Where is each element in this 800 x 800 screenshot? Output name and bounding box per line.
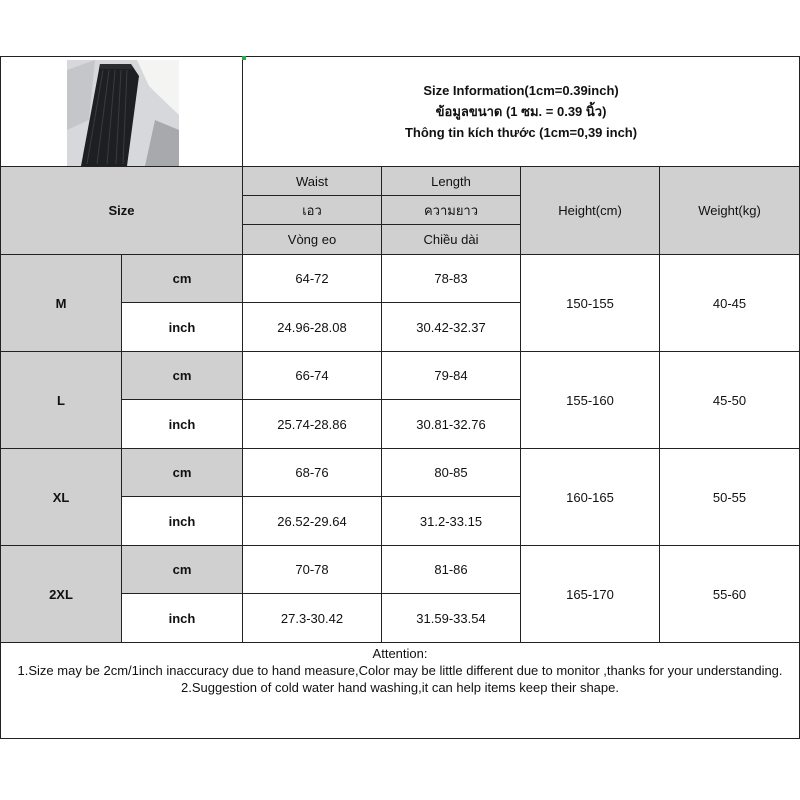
weight-value: 45-50 bbox=[660, 352, 800, 449]
product-photo-cell bbox=[1, 57, 243, 167]
weight-value: 55-60 bbox=[660, 546, 800, 643]
attention-heading: Attention: bbox=[372, 646, 428, 661]
waist-cm: 66-74 bbox=[243, 352, 382, 400]
waist-inch: 24.96-28.08 bbox=[243, 303, 382, 352]
waist-cm: 64-72 bbox=[243, 255, 382, 303]
size-label-2xl: 2XL bbox=[1, 546, 122, 643]
length-inch: 30.42-32.37 bbox=[382, 303, 521, 352]
length-cm: 81-86 bbox=[382, 546, 521, 594]
length-header-th: ความยาว bbox=[382, 196, 521, 225]
length-inch: 30.81-32.76 bbox=[382, 400, 521, 449]
title-cell bbox=[243, 57, 800, 167]
waist-inch: 25.74-28.86 bbox=[243, 400, 382, 449]
skirt-image bbox=[67, 60, 179, 166]
height-value: 160-165 bbox=[521, 449, 660, 546]
attention-notes bbox=[1, 643, 800, 739]
length-inch: 31.59-33.54 bbox=[382, 594, 521, 643]
product-photo bbox=[67, 60, 179, 166]
length-cm: 79-84 bbox=[382, 352, 521, 400]
unit-inch: inch bbox=[122, 400, 243, 449]
unit-cm: cm bbox=[122, 546, 243, 594]
waist-header-vi: Vòng eo bbox=[243, 225, 382, 255]
waist-cm: 70-78 bbox=[243, 546, 382, 594]
height-value: 155-160 bbox=[521, 352, 660, 449]
height-value: 150-155 bbox=[521, 255, 660, 352]
waist-cm: 68-76 bbox=[243, 449, 382, 497]
unit-cm: cm bbox=[122, 449, 243, 497]
size-chart bbox=[0, 56, 799, 744]
unit-inch: inch bbox=[122, 594, 243, 643]
height-value: 165-170 bbox=[521, 546, 660, 643]
unit-cm: cm bbox=[122, 255, 243, 303]
size-header: Size bbox=[1, 167, 243, 255]
attention-line-2: 2.Suggestion of cold water hand washing,it can help items keep their shape. bbox=[181, 680, 619, 695]
unit-inch: inch bbox=[122, 303, 243, 352]
length-cm: 78-83 bbox=[382, 255, 521, 303]
size-table bbox=[0, 56, 800, 739]
weight-header: Weight(kg) bbox=[660, 167, 800, 255]
unit-cm: cm bbox=[122, 352, 243, 400]
size-label-l: L bbox=[1, 352, 122, 449]
weight-value: 40-45 bbox=[660, 255, 800, 352]
weight-value: 50-55 bbox=[660, 449, 800, 546]
title-en: Size Information(1cm=0.39inch) bbox=[423, 83, 619, 98]
size-label-m: M bbox=[1, 255, 122, 352]
length-cm: 80-85 bbox=[382, 449, 521, 497]
unit-inch: inch bbox=[122, 497, 243, 546]
size-label-xl: XL bbox=[1, 449, 122, 546]
waist-header-en: Waist bbox=[243, 167, 382, 196]
length-header-vi: Chiều dài bbox=[382, 225, 521, 255]
attention-line-1: 1.Size may be 2cm/1inch inaccuracy due to hand measure,Color may be little different due to monitor ,thanks for your understanding. bbox=[17, 663, 783, 678]
height-header: Height(cm) bbox=[521, 167, 660, 255]
title-th: ข้อมูลขนาด (1 ซม. = 0.39 นิ้ว) bbox=[435, 104, 607, 119]
length-inch: 31.2-33.15 bbox=[382, 497, 521, 546]
waist-inch: 26.52-29.64 bbox=[243, 497, 382, 546]
corner-mark bbox=[242, 56, 246, 60]
waist-inch: 27.3-30.42 bbox=[243, 594, 382, 643]
waist-header-th: เอว bbox=[243, 196, 382, 225]
length-header-en: Length bbox=[382, 167, 521, 196]
title-vi: Thông tin kích thước (1cm=0,39 inch) bbox=[404, 125, 638, 140]
